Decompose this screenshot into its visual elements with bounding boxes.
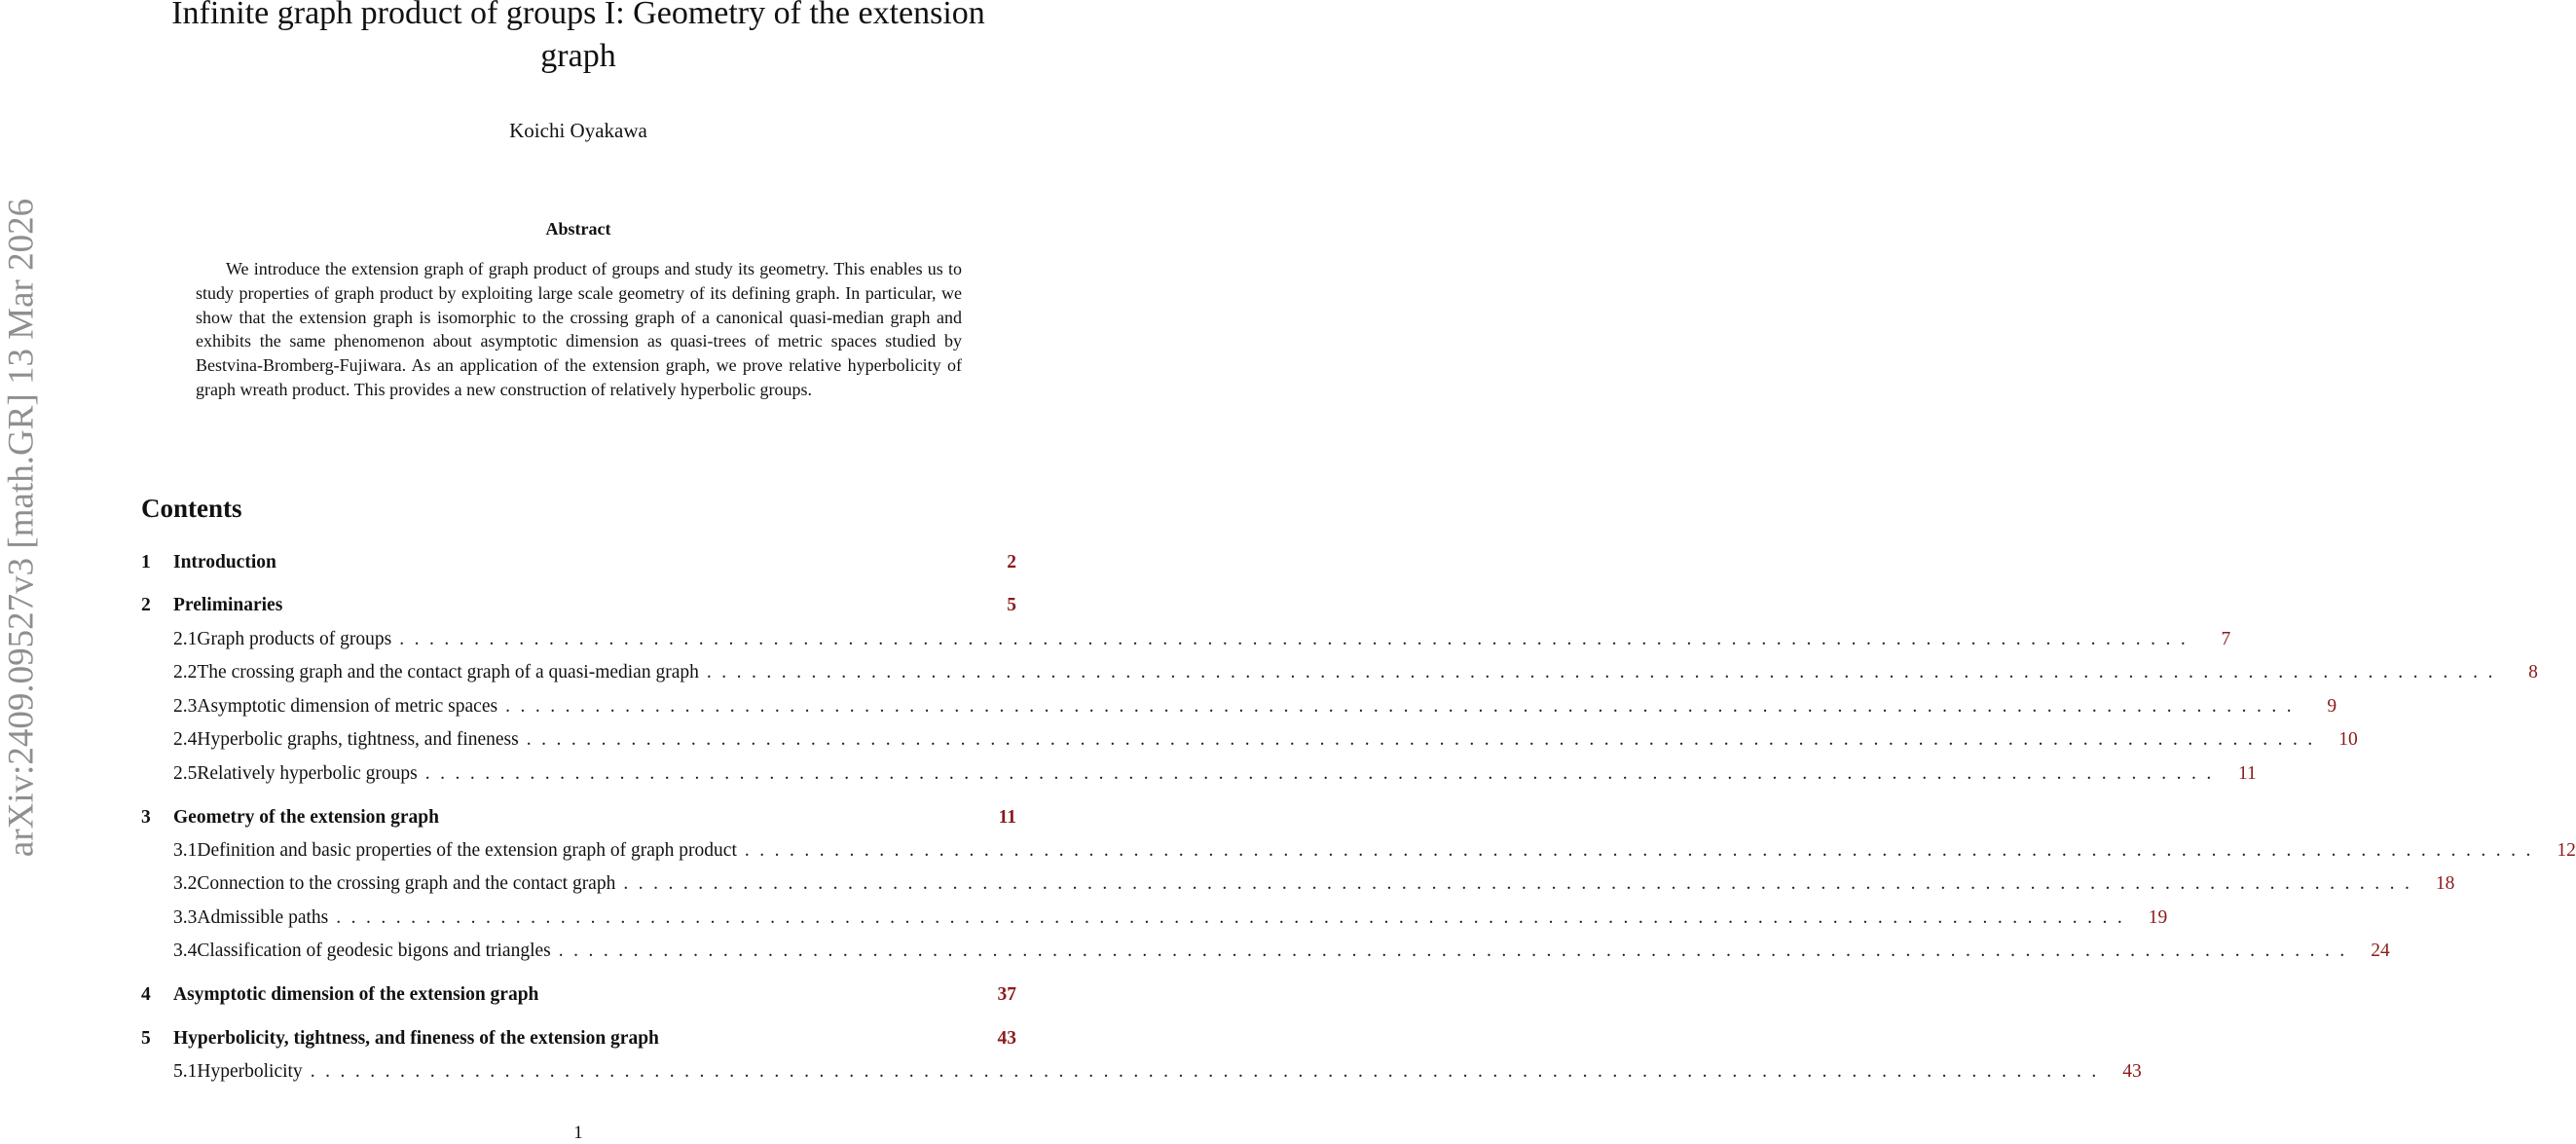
- toc-page-link[interactable]: 2: [1007, 552, 1016, 572]
- toc-subsection-entry[interactable]: [141, 629, 2231, 654]
- toc-entry-title: Admissible paths: [197, 907, 329, 928]
- toc-entry-number: 3.3: [173, 907, 198, 928]
- toc-dot-leader: ........................................................................................................................: [558, 941, 2355, 961]
- toc-dot-leader: ........................................................................................................................: [310, 1061, 2107, 1082]
- toc-section-entry[interactable]: [141, 1028, 1016, 1053]
- toc-dot-leader: ........................................................................................................................: [744, 840, 2541, 861]
- toc-entry-title: Introduction: [173, 552, 276, 572]
- toc-entry-number: 3.4: [173, 941, 198, 961]
- toc-entry-number: 2.1: [173, 629, 198, 649]
- toc-entry-title: Hyperbolic graphs, tightness, and fineness: [197, 729, 519, 750]
- toc-entry-title: Relatively hyperbolic groups: [197, 763, 418, 784]
- toc-subsection-entry[interactable]: [141, 763, 2257, 789]
- toc-entry-title: Preliminaries: [173, 595, 283, 615]
- toc-subsection-entry[interactable]: [141, 729, 2358, 755]
- toc-subsection-entry[interactable]: [141, 873, 2455, 899]
- toc-dot-leader: ........................................................................................................................: [706, 662, 2503, 683]
- author-name: Koichi Oyakawa: [509, 119, 647, 142]
- toc-section-entry[interactable]: [141, 595, 1016, 620]
- toc-page-link[interactable]: 43: [997, 1028, 1016, 1049]
- toc-page-link[interactable]: 24: [2371, 941, 2390, 961]
- toc-page-link[interactable]: 7: [2221, 629, 2231, 649]
- toc-page-link[interactable]: 11: [2237, 763, 2257, 784]
- title-line-1: Infinite graph product of groups I: Geometry of the extension: [171, 0, 985, 31]
- toc-subsection-entry[interactable]: [141, 1061, 2142, 1087]
- toc-subsection-entry[interactable]: [141, 696, 2337, 721]
- toc-subsection-entry[interactable]: [141, 662, 2538, 687]
- toc-dot-leader: ........................................................................................................................: [623, 873, 2420, 894]
- toc-entry-title: Graph products of groups: [197, 629, 392, 649]
- toc-entry-title: Classification of geodesic bigons and triangles: [197, 941, 551, 961]
- toc-entry-number: 2: [141, 595, 151, 615]
- toc-entry-title: Hyperbolicity: [197, 1061, 303, 1082]
- toc-page-link[interactable]: 37: [997, 984, 1016, 1005]
- toc-page-link[interactable]: 18: [2435, 873, 2455, 894]
- toc-entry-number: 2.3: [173, 696, 198, 717]
- contents-heading: Contents: [141, 494, 242, 523]
- toc-entry-title: Hyperbolicity, tightness, and fineness of the extension graph: [173, 1028, 659, 1049]
- toc-subsection-entry[interactable]: [141, 907, 2168, 933]
- toc-entry-number: 2.2: [173, 662, 198, 683]
- toc-page-link[interactable]: 9: [2327, 696, 2337, 717]
- page-number: 1: [573, 1123, 583, 1143]
- toc-dot-leader: ........................................................................................................................: [526, 729, 2323, 750]
- toc-page-link[interactable]: 5: [1007, 595, 1016, 615]
- toc-section-entry[interactable]: [141, 807, 1016, 832]
- toc-page-link[interactable]: 43: [2122, 1061, 2142, 1082]
- toc-entry-title: The crossing graph and the contact graph of a quasi-median graph: [197, 662, 699, 683]
- toc-dot-leader: ........................................................................................................................: [399, 629, 2196, 649]
- toc-section-entry[interactable]: [141, 552, 1016, 577]
- toc-entry-number: 2.5: [173, 763, 198, 784]
- toc-entry-number: 5.1: [173, 1061, 198, 1082]
- paper-title: [136, 0, 1020, 78]
- toc-subsection-entry[interactable]: [141, 840, 2576, 866]
- toc-dot-leader: ........................................................................................................................: [505, 696, 2302, 717]
- toc-entry-number: 3: [141, 807, 151, 828]
- toc-dot-leader: ........................................................................................................................: [336, 907, 2133, 928]
- toc-page-link[interactable]: 11: [998, 807, 1016, 828]
- toc-section-entry[interactable]: [141, 984, 1016, 1010]
- toc-page-link[interactable]: 12: [2557, 840, 2576, 861]
- toc-entry-title: Connection to the crossing graph and the contact graph: [197, 873, 616, 894]
- toc-page-link[interactable]: 10: [2338, 729, 2358, 750]
- toc-entry-title: Asymptotic dimension of metric spaces: [197, 696, 498, 717]
- abstract-heading: Abstract: [545, 219, 611, 239]
- toc-page-link[interactable]: 19: [2148, 907, 2168, 928]
- abstract-body: We introduce the extension graph of graph product of groups and study its geometry. This enables us to study properties of graph product by exploiting large scale geometry of its defining graph. In particular, we show that the extension graph is isomorphic to the crossing graph of a canonical quasi-median graph and exhibits the same phenomenon about asymptotic dimension as quasi-trees of metric spaces studied by Bestvina-Bromberg-Fujiwara. As an application of the extension graph, we prove relative hyperbolicity of graph wreath product. This provides a new construction of relatively hyperbolic groups.: [196, 259, 962, 399]
- arxiv-side-stamp: [2, 148, 41, 907]
- toc-entry-number: 3.2: [173, 873, 198, 894]
- toc-entry-number: 5: [141, 1028, 151, 1049]
- toc-entry-number: 3.1: [173, 840, 198, 861]
- toc-page-link[interactable]: 8: [2528, 662, 2538, 683]
- toc-dot-leader: ........................................................................................................................: [424, 763, 2222, 784]
- toc-entry-title: Asymptotic dimension of the extension graph: [173, 984, 539, 1005]
- toc-entry-title: Geometry of the extension graph: [173, 807, 439, 828]
- toc-entry-number: 1: [141, 552, 151, 572]
- toc-entry-number: 4: [141, 984, 151, 1005]
- toc-subsection-entry[interactable]: [141, 941, 2390, 966]
- toc-entry-title: Definition and basic properties of the extension graph of graph product: [197, 840, 737, 861]
- toc-entry-number: 2.4: [173, 729, 198, 750]
- title-line-2: graph: [540, 38, 616, 74]
- arxiv-identifier: arXiv:2409.09527v3 [math.GR] 13 Mar 2026: [1, 198, 42, 858]
